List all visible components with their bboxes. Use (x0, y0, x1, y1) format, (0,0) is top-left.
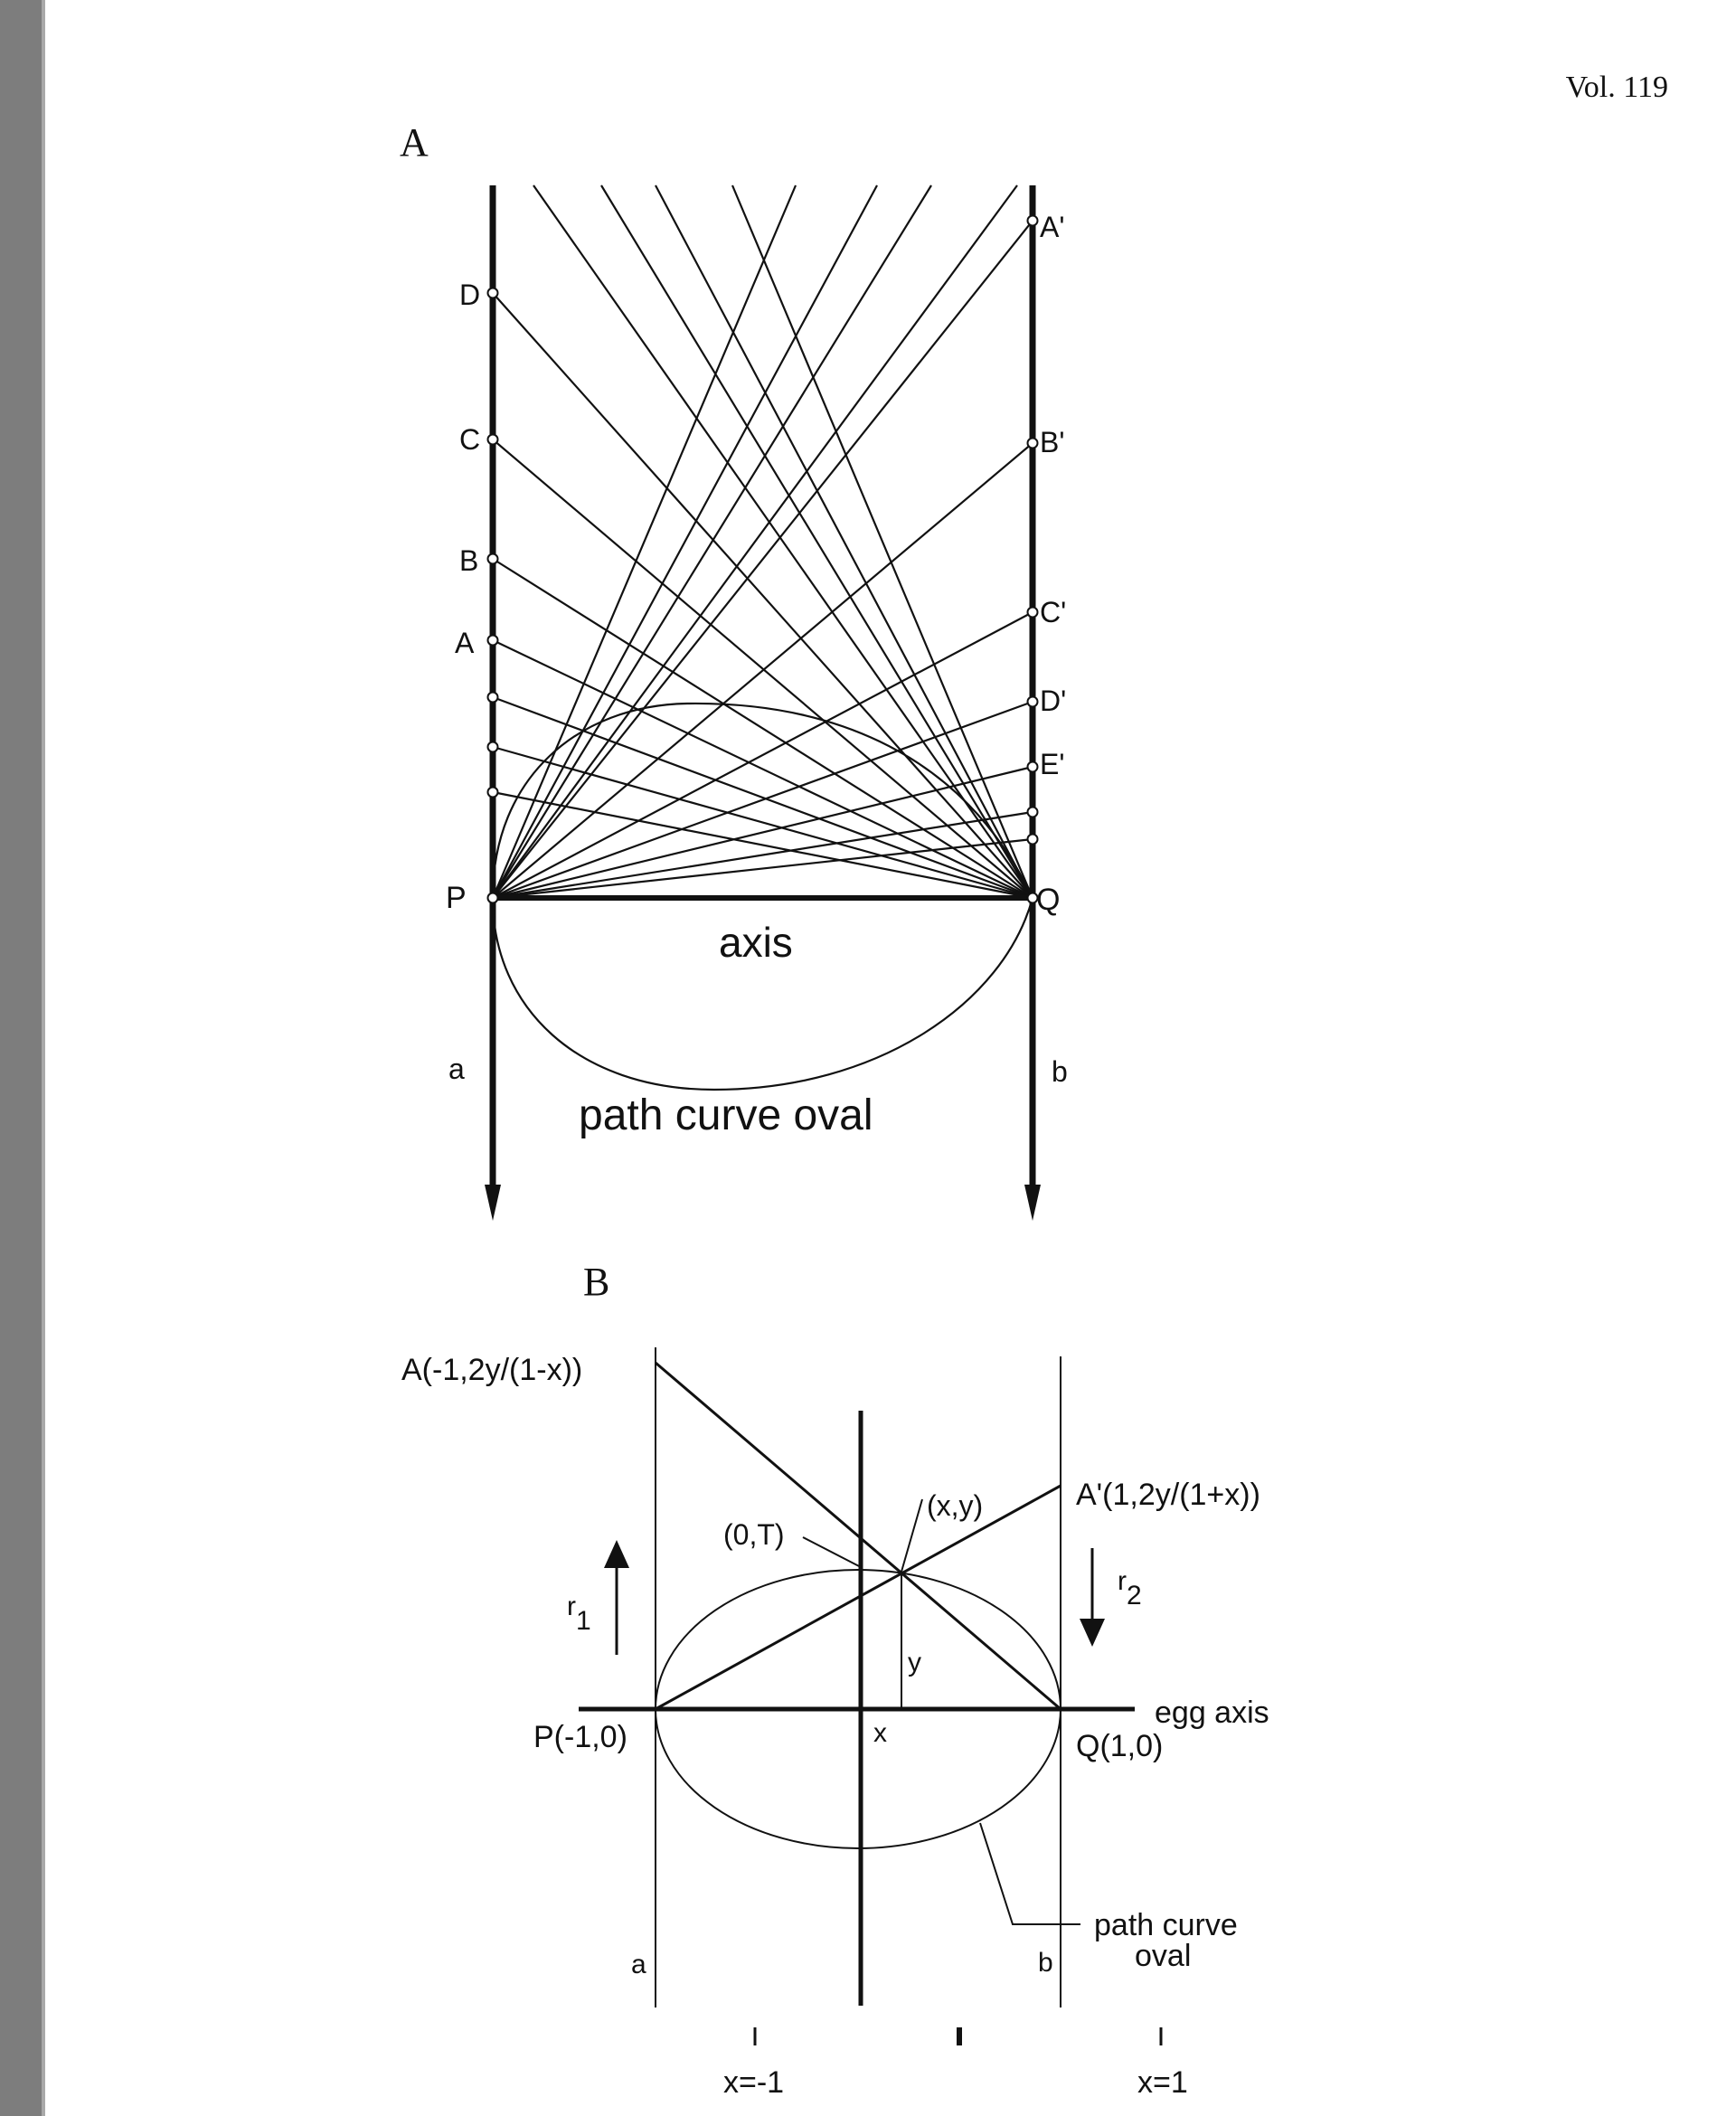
ray-from-q-top-0 (533, 185, 1033, 898)
point-label-P: P (446, 881, 467, 915)
left-point-marker (488, 788, 498, 798)
line-a-label-b: a (631, 1950, 646, 1979)
page-header: Vol. 119 (1565, 71, 1668, 104)
x-minus-1-label: x=-1 (723, 2065, 785, 2100)
right-point-marker (1028, 835, 1038, 845)
x-1-label: x=1 (1137, 2065, 1188, 2100)
point-label-E-prime: E' (1040, 748, 1065, 780)
ray-from-q-top-1 (601, 185, 1033, 898)
point-label-C: C (459, 423, 481, 456)
point-label-D-prime: D' (1040, 685, 1067, 717)
ray-from-p-top-0 (493, 185, 796, 898)
figure-b (401, 1260, 1269, 2100)
ray-from-p-top-1 (493, 185, 877, 898)
zero-T-pointer-line (803, 1537, 861, 1567)
point-label-D: D (459, 279, 481, 311)
point-xy-label: (x,y) (927, 1489, 984, 1522)
ray-from-p-top-3 (493, 185, 1017, 898)
point-label-A-prime: A' (1040, 211, 1065, 243)
right-point-marker (1028, 697, 1038, 707)
path-curve-label-line-1: path curve (1094, 1908, 1238, 1942)
point-label-B: B (459, 544, 479, 577)
point-A-prime-label: A'(1,2y/(1+x)) (1076, 1478, 1260, 1512)
right-point-marker (1028, 439, 1038, 449)
line-a-label: a (448, 1053, 465, 1085)
right-point-marker (1028, 762, 1038, 772)
left-point-marker (488, 435, 498, 445)
line-a-arrow-icon (485, 1185, 501, 1221)
ray-from-p-0 (493, 221, 1033, 898)
line-P-to-A-prime (656, 1486, 1061, 1709)
point-Q-label: Q(1,0) (1076, 1729, 1164, 1763)
r1-label: r1 (567, 1592, 591, 1636)
point-label-Q: Q (1036, 883, 1061, 917)
line-b-label-b: b (1038, 1948, 1053, 1978)
r1-arrow-icon (604, 1540, 629, 1568)
right-point-marker (1028, 808, 1038, 817)
figure-a-panel-label: A (400, 120, 429, 165)
left-point-marker (488, 554, 498, 564)
point-label-A: A (455, 627, 475, 659)
right-point-marker (1028, 608, 1038, 618)
left-point-marker (488, 693, 498, 703)
axis-label: axis (719, 919, 793, 966)
r2-arrow-icon (1080, 1619, 1105, 1647)
figure-b-panel-label: B (583, 1260, 610, 1304)
xy-pointer-line (901, 1499, 922, 1572)
line-b-label: b (1052, 1055, 1068, 1088)
right-point-marker (1028, 216, 1038, 226)
path-curve-oval-label: path curve oval (579, 1091, 873, 1139)
point-A-label: A(-1,2y/(1-x)) (401, 1353, 583, 1387)
left-point-marker (488, 288, 498, 298)
line-A-to-Q (656, 1363, 1061, 1709)
point-0T-label: (0,T) (723, 1518, 785, 1551)
point-label-B-prime: B' (1040, 426, 1065, 458)
y-label: y (908, 1648, 921, 1677)
point-P-label: P(-1,0) (533, 1720, 627, 1754)
x-label: x (873, 1718, 887, 1748)
figure-a-ray-lines (493, 185, 1033, 898)
point-label-C-prime: C' (1040, 596, 1067, 628)
r2-label: r2 (1118, 1566, 1142, 1611)
left-point-marker (488, 742, 498, 752)
figure-a (400, 120, 1068, 1221)
point-P-marker (488, 893, 498, 903)
egg-axis-label: egg axis (1155, 1696, 1269, 1730)
path-curve-label-line-2: oval (1135, 1939, 1192, 1973)
left-point-marker (488, 636, 498, 646)
path-curve-pointer-line (980, 1823, 1080, 1924)
line-b-arrow-icon (1024, 1185, 1041, 1221)
